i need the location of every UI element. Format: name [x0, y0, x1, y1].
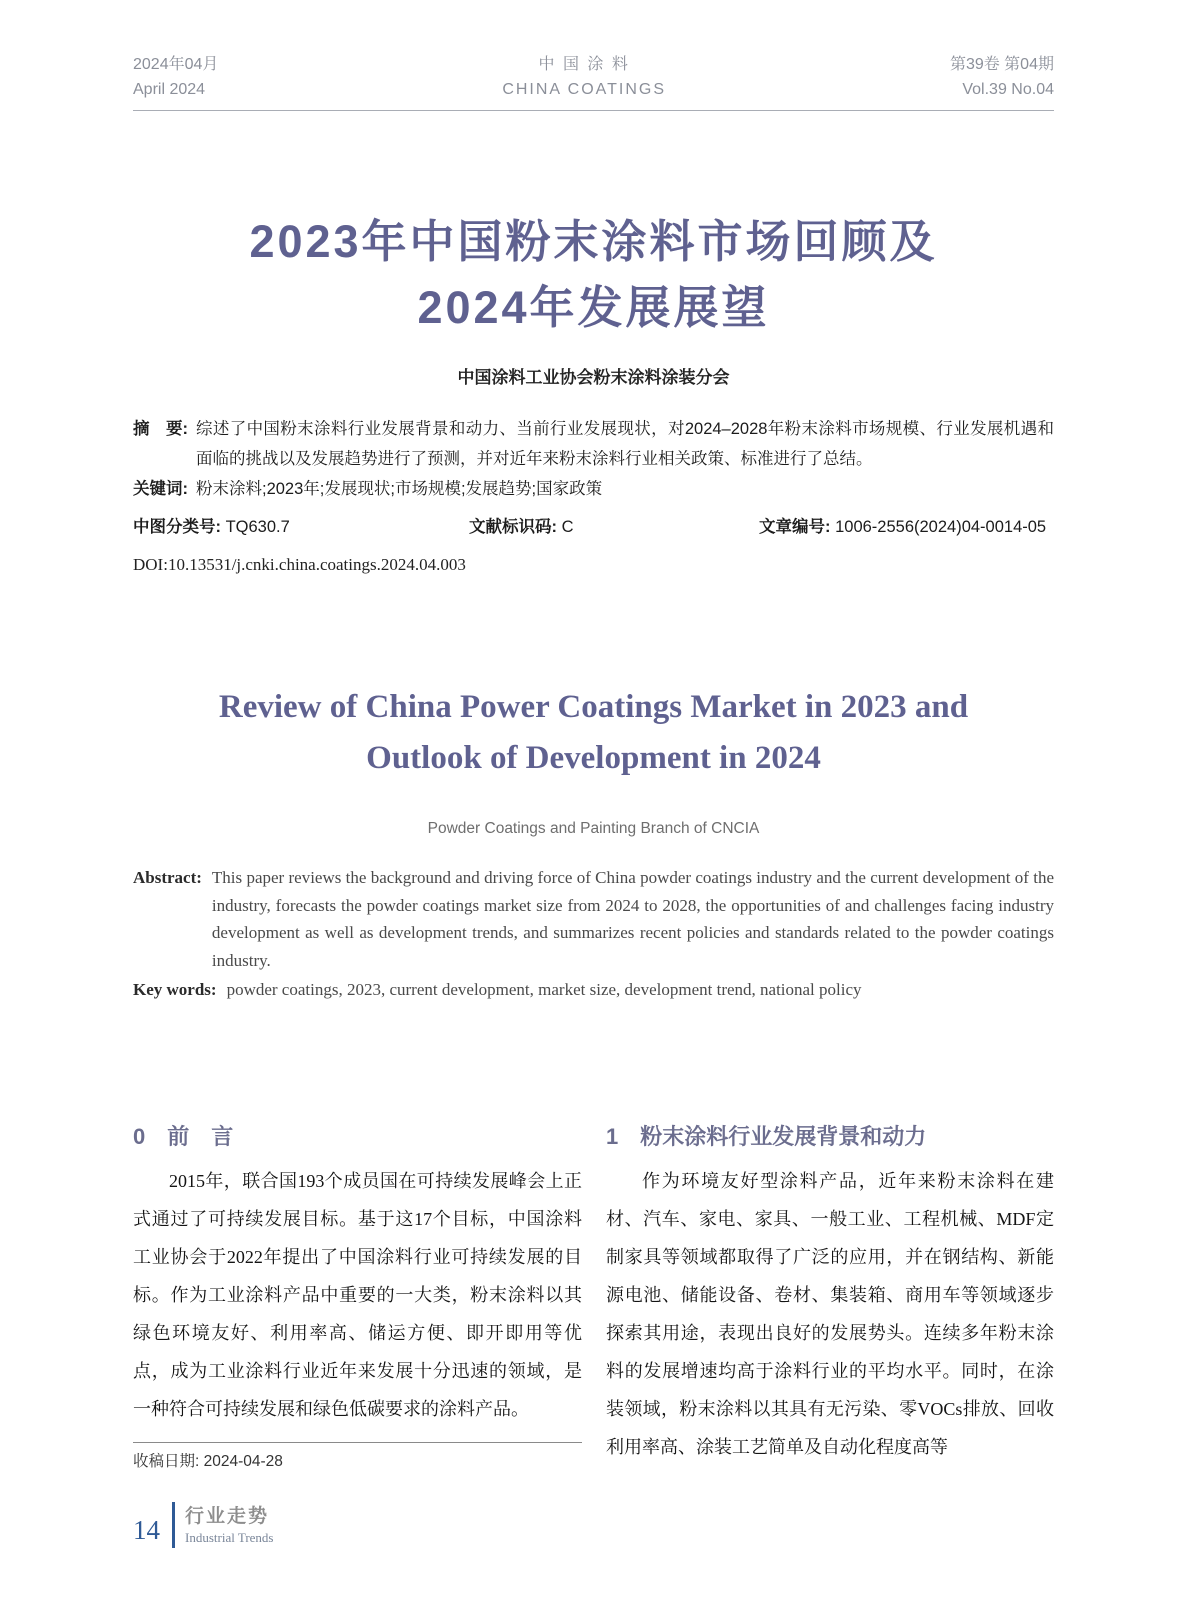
- article-title-en-line1: Review of China Power Coatings Market in 2023 and: [218, 689, 969, 725]
- footer-section: [185, 1505, 273, 1546]
- author-cn: 中国涂料工业协会粉末涂料涂装分会: [457, 368, 730, 387]
- doc-code: [469, 512, 759, 542]
- received-date-note: 收稿日期: 2024-04-28: [133, 1442, 582, 1471]
- abstract-en-text: This paper reviews the background and driving force of China powder coatings industry and the current development of the industry, forecasts the powder coatings market size from 2024 to 2028, the opportunities of and challenges facing industry development as well as development trends, and summarizes recent policies and standards related to the powder coatings industry.: [211, 868, 1054, 970]
- article-id-value: 1006-2556(2024)04-0014-05: [835, 518, 1047, 536]
- body-columns: [133, 1122, 1054, 1471]
- footer-divider-bar: [172, 1502, 175, 1548]
- article-id: [759, 512, 1054, 542]
- section-heading-0: 0 前 言: [133, 1123, 234, 1149]
- author-en: Powder Coatings and Painting Branch of CNCIA: [427, 820, 760, 837]
- section-0-paragraph: 2015年，联合国193个成员国在可持续发展峰会上正式通过了可持续发展目标。基于这17个目标，中国涂料工业协会于2022年提出了中国涂料行业可持续发展的目标。作为工业涂料产品中重要的一大类，粉末涂料以其绿色环境友好、利用率高、储运方便、即开即用等优点，成为工业涂料行业近年来发展十分迅速的领域，是一种符合可持续发展和绿色低碳要求的涂料产品。: [133, 1170, 582, 1419]
- doc-code-label: 文献标识码:: [469, 518, 557, 536]
- abstract-cn-text: 综述了中国粉末涂料行业发展背景和动力、当前行业发展现状，对2024–2028年粉末涂料市场规模、行业发展机遇和面临的挑战以及发展趋势进行了预测，并对近年来粉末涂料行业相关政策、标准进行了总结。: [196, 420, 1054, 468]
- page-footer: [133, 1502, 273, 1548]
- article-title-en-line2: Outlook of Development in 2024: [366, 740, 821, 776]
- keywords-en: [133, 976, 1054, 1004]
- classification-row: [133, 512, 1054, 542]
- header-divider: [133, 110, 1054, 111]
- section-heading-1: 1 粉末涂料行业发展背景和动力: [606, 1123, 927, 1149]
- clc-number: [133, 512, 469, 542]
- doc-code-value: C: [561, 518, 574, 536]
- article-title-cn: [133, 209, 1054, 341]
- abstract-en-label: Abstract:: [133, 868, 202, 887]
- footer-section-cn: 行业走势: [185, 1505, 270, 1527]
- keywords-cn: [133, 474, 1054, 504]
- date-cn: 2024年04月: [133, 56, 219, 73]
- volume-en: Vol.39 No.04: [962, 81, 1054, 98]
- meta-en: [133, 864, 1054, 1004]
- journal-name-en: CHINA COATINGS: [502, 81, 667, 98]
- page-number: 14: [133, 1514, 160, 1545]
- article-id-label: 文章编号:: [759, 518, 831, 536]
- running-head-journal: [502, 52, 666, 102]
- article-title-cn-line1: 2023年中国粉末涂料市场回顾及: [249, 216, 938, 267]
- abstract-cn-label: 摘 要:: [133, 420, 188, 438]
- running-head-volume: [950, 52, 1054, 102]
- article-title-en: [133, 682, 1054, 784]
- keywords-cn-text: 粉末涂料;2023年;发展现状;市场规模;发展趋势;国家政策: [196, 480, 603, 498]
- clc-label: 中图分类号:: [133, 518, 221, 536]
- running-head-date: [133, 52, 218, 102]
- abstract-cn: [133, 414, 1054, 474]
- volume-cn: 第39卷 第04期: [949, 56, 1054, 73]
- keywords-en-label: Key words:: [133, 980, 217, 999]
- doi: DOI:10.13531/j.cnki.china.coatings.2024.04.003: [133, 555, 466, 574]
- article-title-cn-line2: 2024年发展展望: [417, 282, 770, 333]
- journal-page: [133, 0, 1054, 1471]
- journal-name-cn: 中 国 涂 料: [538, 56, 630, 73]
- date-en: April 2024: [133, 81, 206, 98]
- running-head: [133, 0, 1054, 102]
- meta-cn: [133, 414, 1054, 580]
- footer-section-en: Industrial Trends: [185, 1529, 274, 1545]
- left-column: [133, 1122, 582, 1471]
- keywords-en-text: powder coatings, 2023, current development, market size, development trend, national policy: [226, 980, 862, 999]
- section-1-paragraph: 作为环境友好型涂料产品，近年来粉末涂料在建材、汽车、家电、家具、一般工业、工程机械、MDF定制家具等领域都取得了广泛的应用，并在钢结构、新能源电池、储能设备、卷材、集装箱、商用车等领域逐步探索其用途，表现出良好的发展势头。连续多年粉末涂料的发展增速均高于涂料行业的平均水平。同时，在涂装领域，粉末涂料以其具有无污染、零VOCs排放、回收利用率高、涂装工艺简单及自动化程度高等: [606, 1170, 1054, 1457]
- abstract-en: [133, 864, 1054, 974]
- keywords-cn-label: 关键词:: [133, 480, 188, 498]
- clc-value: TQ630.7: [225, 518, 290, 536]
- right-column: [606, 1122, 1054, 1471]
